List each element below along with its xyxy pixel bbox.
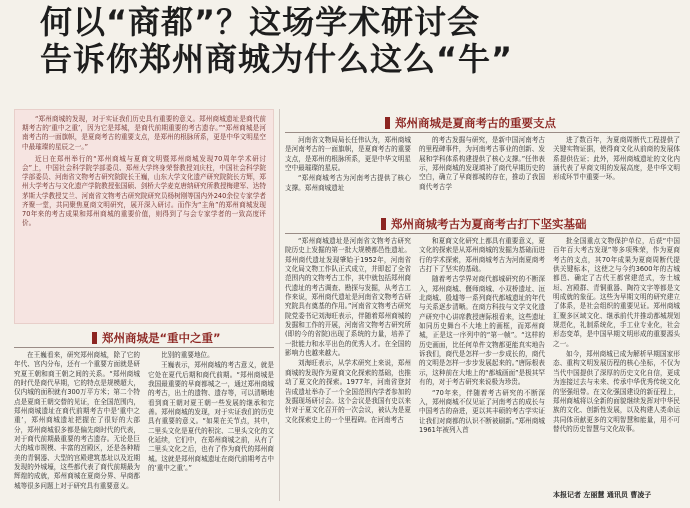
title-bar-mark [92,332,97,344]
body-paragraph: “70年来，伴随着考古研究的不断深入，郑州商城不仅见证了河南考古的成长与中国考古的奋进，更以其丰硕的考古学实证让我们对商都的认识不断被刷新。”郑州商城1961年被列入首 [419,388,545,434]
headline-line-1: 何以“商都”？这场学术研讨会 [40,3,481,41]
section-title-s2 [381,217,587,231]
body-paragraph: “郑州商城遗址是河南省文物考古研究院历史上发掘的第一批大规模都邑性遗址。郑州商代遗址发现肇始于1952年，河南省文化局文物工作队正式成立，并即起了全省范围内的文物考古工作，其中就包括郑州商代遗址的考古调查、勘探与发掘，从考古工作来说，郑州商代遗址是河南省文物考古研究院具有奠基的作用。”河南省文物考古研究院党委书记刘海旺表示，伴随着郑州商城的发掘和工作的开展，河南省文物考古研究所(即的今的省院)出现了系统的力量，培养了一批能力和水平出色的优秀人才。在全国的影响力也越来越大。 [285,237,411,358]
title-bar-mark [385,117,390,129]
body-paragraph: 刘海旺表示，从学术研究上来说，郑州商城的发现作为夏商文化探索的基础，也推动了夏文化的探索。1977年，河南省登封告成遗址举办了一个全国范围内学者参加的发掘现场研讨会。这个会议是我国有史以来针对于夏文化召开的一次会议，被认为是夏文化探索史上的一个里程碑。在河南考古 [285,359,411,424]
column-s3-2 [148,351,274,501]
column-s2-1 [285,237,411,495]
section-title-s1 [385,116,556,130]
body-paragraph: 的考古发掘与研究，是新中国河南考古的里程碑事件，为河南考古事业的创新、发展和学科体系构建提供了核心支撑。”任伟表示，郑州商城的发现填补了商代早期历史的空白，确立了早商都城的存在，推动了我国商代考古学 [419,136,545,191]
body-paragraph: 和夏商文化研究上都具有重要意义，夏文化的探索是从郑州商城的发掘为基础而进行的学术探索，郑州商城考古为河南夏商考古打下了坚实的基础。 [419,237,545,274]
column-s3-1 [14,351,140,501]
section-divider [285,233,680,234]
section-divider [14,347,274,348]
lede-paragraph: 近日在郑州举行的“郑州商城与夏商文明暨郑州商城发现70周年学术研讨会”上，中国社会科学院学部委员、郑州大学终身荣誉教授刘庆柱，中国社会科学院学部委员、河南省文物考古研究院院长王巍，山东大学文化遗产研究院院长方辉，郑州大学考古与文化遗产学院教授张国硕、剑桥大学麦克唐纳研究所教授梅建军、达特茅斯大学教授艾兰、河南省文物考古研究院研究员杨树刚等国内外240余位专家学者齐聚一堂，共同聚焦夏商文明研究，展开深入研讨。而作为“主角”的郑州商城发现70年来的考古成果和郑州商城的重要价值，则得到了与会专家学者的一致高度评价。 [22,154,266,228]
title-bar-mark [381,218,386,230]
column-s1-1 [285,136,411,214]
column-s2-3 [553,237,680,477]
section-title-text: 郑州商城是夏商考古的重要支点 [395,116,556,130]
lede-box [14,109,274,324]
section-title-text: 郑州商城是“重中之重” [102,331,221,345]
headline [40,4,680,78]
column-s1-2 [419,136,545,214]
section-divider [285,132,680,133]
byline: 本报记者 左丽慧 通讯员 曹凌子 [553,491,652,499]
body-paragraph: 王巍表示，郑州商城的考古意义，就是它处在夏代后期和商代前期。“郑州商城是我国最重要的早商都城之一，通过郑州商城的考古，出土的遗物、遗存等，可以清晰地看到商王朝对夏王朝一些发展的继承和完善。郑州商城的发现，对于实证我们的历史具有重要的意义。“如果在关节点，其中，二里头文化是夏代的积淀、二里头文化的文化延续，它们中，在郑州商城之前，从有了二里头文化之后，也有了作为商代的郑州商城。这就是郑州商城遗址在商代前期考古中的‘重中之重’。” [148,361,274,473]
body-paragraph: 批全国重点文物保护单位，后获“中国百年百大考古发现”等多项殊荣，作为夏商考古的支点，其70年成果为夏商周断代提供关键标本，这使之与今约3600年的古城都邑、确定了古代王都营建范式，夯土城垣、宫殿群、青铜重器、陶符文字等都是文明成就的象征。这些为早期文明的研究建立了体系，是社会组织的重要见证。郑州商城汇聚多区域文化、继承前代并推动都城规划规范化，礼制系统化，手工业专业化，社会形态变革，是中国早期文明形成的重要源头之一。 [553,237,680,348]
headline-line-2: 告诉你郑州商城为什么这么“牛” [40,40,514,78]
column-s2-2 [419,237,545,495]
body-paragraph: “郑州商城考古为河南考古提供了核心支撑。郑州商城遗址 [285,174,411,192]
body-paragraph: 在王巍看来，研究郑州商城，除了它的年代、宫内分布，还有一个重要方面就是研究夏王朝和商王朝之间的关系。“郑州商城的时代是商代早期，它的特点是规模超大，仅内城的面积就有300万平方米；第二个特点是夏商王朝交替的见证，在全国范围内，郑州商城遗址在商代前期考古中是‘重中之重’，郑州商城遗址把握在了很好的大部分，郑州商城很多都是偏先商时代的代表，对于商代前期最重要的考古遗存。无论是巨大的城市规模、丰富的宫殿区，还是各种精美的青铜器、大型的宫殿建筑基址以及近期发现的外城壕，这些都代表了商代前期最为辉煌的成就，郑州商城在夏商分界、早商都城等很多问题上对于研究具有重要意义。 [14,351,140,490]
body-paragraph: 如今，郑州商城已成为解析早期国家形态、重构文明发展历程的核心坐标，不仅为当代中国提供了深厚的历史文化自信，更成为连接过去与未来、传承中华优秀传统文化的坚强纽带。在文化强国建设的新征程上，郑州商城将以全新的面貌继续发挥对中华民族的文化、创新性发展，以及构建人类命运共同体贡献更多的文明智慧和能量，用不可替代的历史智慧与文化故事。 [553,350,680,433]
body-paragraph: 河南省文物局局长任伟认为，郑州商城是河南考古的一面旗帜，是夏商考古的重要支点，是郑州的根脉所系，更是中华文明星空中最璀璨的星辰。 [285,136,411,173]
body-paragraph: 比别的重要地位。 [161,351,214,359]
section-title-text: 郑州商城考古为夏商考古打下坚实基础 [391,217,587,231]
lede-paragraph: “郑州商城的发现，对于实证我们历史具有重要的意义。郑州商城遗址是商代前期考古的‘重中之重’，因为它是郑城，是商代前期重要的考古遗存。”“郑州商城是河南考古的一面旗帜，是夏商考古的重要支点，是郑州的根脉所系，更是中华文明星空中最璀璨的星辰之一。” [22,115,266,151]
body-paragraph: 随着考古学界对商代都城研究的不断深入，郑州商城、偃师商城、小双桥遗址、洹北商城、殷墟等一系列商代都城遗址的年代与关系逐步清晰。在商方科技与文学文化遗产研究中心讲席教授唐际根看来，这些遗址如同历史舞台不大地上的画框，而郑州商城，正是这一序列中的“第一帧”。“这样的历史画面，比任何单件文物都更能真实地告诉我们，商代是怎样一步一步成长的，商代的文明是怎样一步步发展起来的。”唐际根表示，这种前在大地上的“都城画面”是极其罕有的，对于考古研究来说极为珍贵。 [419,275,545,387]
section-title-s3 [92,331,221,345]
column-divider [279,109,280,501]
body-paragraph: 进了数百年，为夏商周断代工程提供了关键实物证据，使得商文化从前商的发展体系提供佐证；此外，郑州商城遗址的文化内涵代表了早商文明的发展高度，是中华文明形成环节中重要一环。 [553,136,680,182]
column-s1-3 [553,136,680,214]
